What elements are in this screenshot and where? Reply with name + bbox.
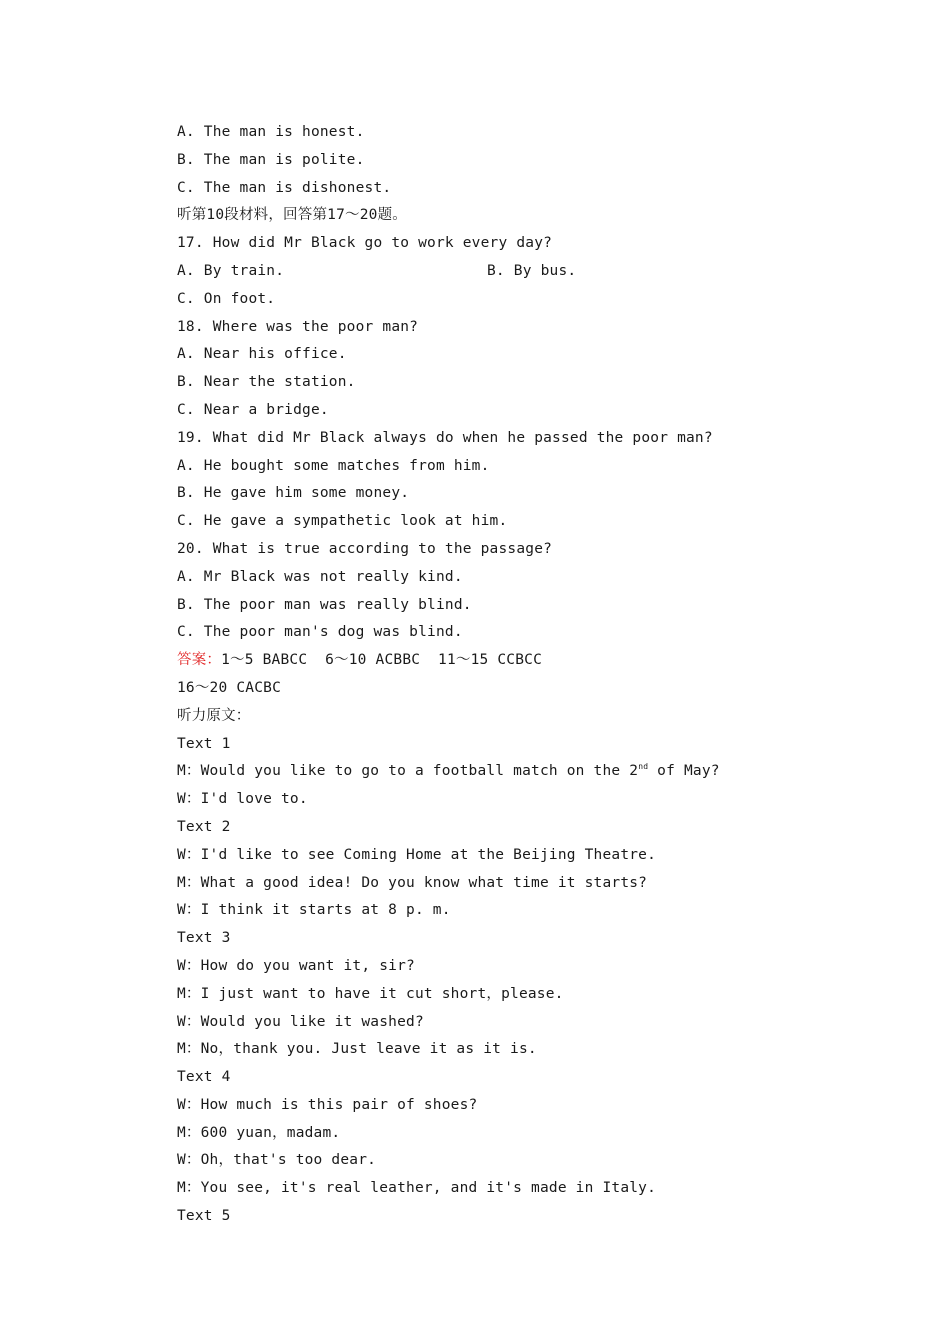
q20-option-a: A. Mr Black was not really kind. (177, 568, 463, 585)
text-3-w2: W：Would you like it washed? (177, 1013, 424, 1030)
text-1-w1: W：I'd love to. (177, 791, 308, 808)
text-3-title: Text 3 (177, 930, 231, 947)
text-4-m1: M：600 yuan，madam. (177, 1124, 341, 1141)
q16-option-c: C. The man is dishonest. (177, 179, 392, 196)
q16-option-a: A. The man is honest. (177, 124, 365, 140)
answers-line-2: 16～20 CACBC (177, 679, 281, 696)
answers-line-1 (177, 647, 877, 675)
q17-option-b: B. By bus. (487, 262, 577, 279)
q17-option-c: C. On foot. (177, 290, 276, 307)
answers-values-1: 1～5 BABCC 6～10 ACBBC 11～15 CCBCC (221, 652, 543, 669)
text-1-title: Text 1 (177, 735, 231, 752)
q16-option-b: B. The man is polite. (177, 151, 365, 168)
text-5-title: Text 5 (177, 1208, 231, 1225)
text-3-m2: M：No，thank you. Just leave it as it is. (177, 1041, 537, 1058)
q18-option-a: A. Near his office. (177, 346, 347, 363)
transcript-heading: 听力原文： (177, 707, 251, 724)
text-1-m1 (177, 758, 877, 786)
text-2-w1: W：I'd like to see Coming Home at the Beijing Theatre. (177, 846, 657, 863)
q17-question: 17. How did Mr Black go to work every day? (177, 235, 553, 252)
text-4-w2: W：Oh，that's too dear. (177, 1152, 377, 1169)
text-2-title: Text 2 (177, 818, 231, 835)
q19-option-c: C. He gave a sympathetic look at him. (177, 513, 508, 530)
q20-option-b: B. The poor man was really blind. (177, 596, 472, 613)
q17-options-row (177, 258, 877, 286)
text-1-m1-before: M：Would you like to go to a football match on the 2 (177, 763, 639, 780)
q18-option-c: C. Near a bridge. (177, 401, 329, 418)
text-2-w2: W：I think it starts at 8 p. m. (177, 902, 451, 919)
text-4-m2: M：You see, it's real leather, and it's made in Italy. (177, 1180, 657, 1197)
text-3-w1: W：How do you want it, sir? (177, 957, 415, 974)
q20-option-c: C. The poor man's dog was blind. (177, 624, 463, 641)
q19-option-b: B. He gave him some money. (177, 485, 410, 502)
q19-option-a: A. He bought some matches from him. (177, 457, 490, 474)
document-page (177, 119, 877, 1231)
q18-option-b: B. Near the station. (177, 374, 356, 391)
text-1-m1-after: of May? (648, 763, 720, 780)
q18-question: 18. Where was the poor man? (177, 318, 419, 335)
q17-option-a: A. By train. (177, 262, 285, 279)
text-3-m1: M：I just want to have it cut short，please. (177, 985, 564, 1002)
text-2-m1: M：What a good idea! Do you know what time it starts? (177, 874, 648, 891)
answers-label: 答案： (177, 652, 222, 669)
q20-question: 20. What is true according to the passage? (177, 540, 553, 557)
text-1-m1-sup: nd (638, 762, 649, 772)
text-4-title: Text 4 (177, 1069, 231, 1086)
section-10-heading: 听第10段材料，回答第17～20题。 (177, 207, 407, 224)
q19-question: 19. What did Mr Black always do when he passed the poor man? (177, 429, 713, 446)
text-4-w1: W：How much is this pair of shoes? (177, 1096, 478, 1113)
